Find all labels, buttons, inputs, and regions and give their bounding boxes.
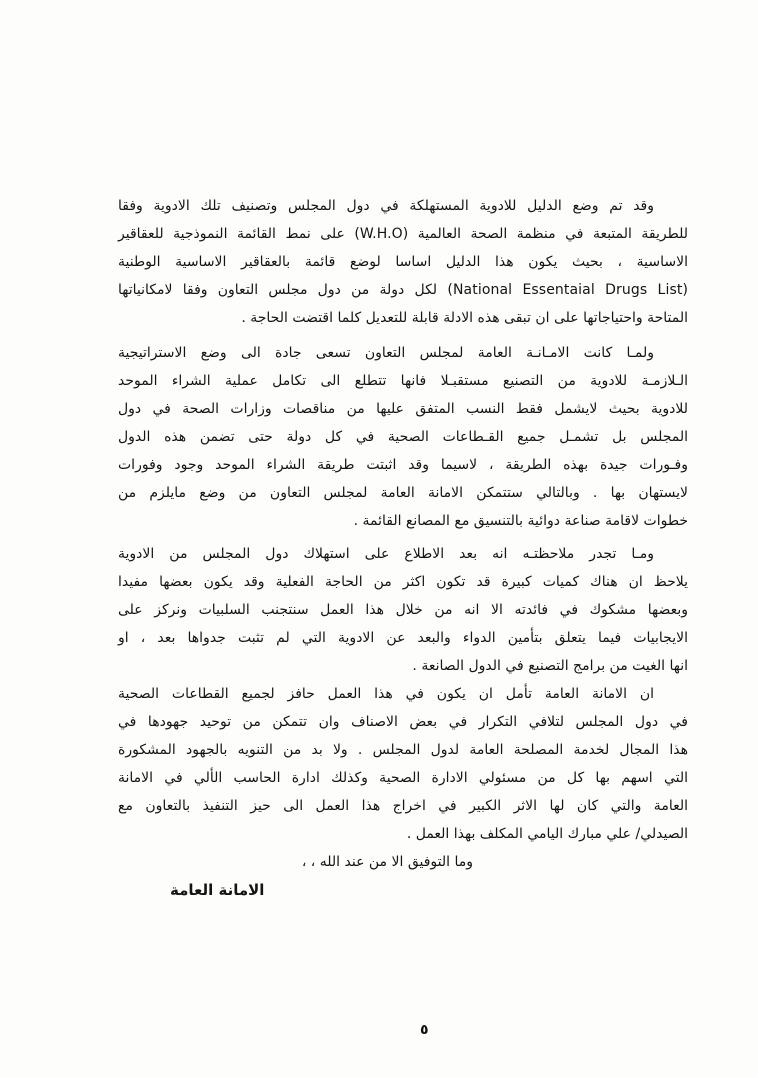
paragraph-line: (National Essentaial Drugs List) لكل دولة من دول مجلس التعاون وفقا لامكانياتها [118, 282, 688, 298]
paragraph-line: المجلس بل تشمـل جميع القـطاعات الصحية في كل دولة حتى تضمن هذه الدول [118, 429, 688, 445]
paragraph-3 [118, 540, 688, 680]
paragraph-line: الايجابيات فيما يتعلق بتأمين الدواء والبعد عن الادوية التي لم تثبت جدواها بعد ، او [118, 630, 688, 646]
paragraph-line: ان الامانة العامة تأمل ان يكون في هذا العمل حافز لجميع القطاعات الصحية [118, 686, 654, 702]
paragraph-2 [118, 339, 688, 535]
paragraph-line: ولمـا كانت الامـانـة العامة لمجلس التعاون تسعى جادة الى وضع الاستراتيجية [118, 345, 654, 361]
paragraph-line: في دول المجلس لتلافي التكرار في بعض الاصناف وان تتمكن من توحيد جهودها في [118, 714, 688, 730]
paragraph-line: المتاحة واحتياجاتها على ان تبقى هذه الادلة قابلة للتعديل كلما اقتضت الحاجة . [241, 310, 688, 326]
paragraph-line: انها الغيت من برامج التصنيع في الدول الصانعة . [412, 658, 688, 674]
paragraph-4 [118, 680, 688, 848]
signature-general-secretariat: الامانة العامة [170, 881, 265, 899]
paragraph-line: الاساسية ، بحيث يكون هذا الدليل اساسا لوضع قائمة بالعقاقير الاساسية الوطنية [118, 254, 688, 270]
paragraph-line: الصيدلي/ علي مبارك اليامي المكلف بهذا العمل . [406, 826, 688, 842]
paragraph-line: ومـا تجدر ملاحظتـه انه بعد الاطلاع على استهلاك دول المجلس من الادوية [118, 546, 654, 562]
paragraph-line: وبعضها مشكوك في فائدته الا انه من خلال هذا العمل سنتجنب السلبيات ونركز على [118, 602, 688, 618]
paragraph-line: التي اسهم بها كل من مسئولي الادارة الصحية وكذلك ادارة الحاسب الألي في الامانة [118, 770, 688, 786]
paragraph-line: وقد تم وضع الدليل للادوية المستهلكة في دول المجلس وتصنيف تلك الادوية وفقا [118, 198, 654, 214]
paragraph-1 [118, 192, 688, 332]
paragraph-line: وفـورات جيدة بهذه الطريقة ، لاسيما وقد اثبتت طريقة الشراء الموحد وجود وفورات [118, 457, 688, 473]
paragraph-line: للطريقة المتبعة في منظمة الصحة العالمية (W.H.O) على نمط القائمة النموذجية للعقاقير [118, 226, 688, 242]
paragraph-line: يلاحظ ان هناك كميات كبيرة قد تكون اكثر من الحاجة الفعلية وقد يكون بعضها مفيدا [118, 574, 688, 590]
closing-invocation-line: وما التوفيق الا من عند الله ، ، [301, 854, 473, 870]
paragraph-line: العامة والتي كان لها الاثر الكبير في اخراج هذا العمل الى حيز التنفيذ بالتعاون مع [118, 798, 688, 814]
document-text-block [118, 192, 688, 904]
paragraph-line: هذا المجال لخدمة المصلحة العامة لدول المجلس . ولا بد من التنويه بالجهود المشكورة [118, 742, 688, 758]
paragraph-line: لايستهان بها . وبالتالي ستتمكن الامانة العامة لمجلس التعاون من وضع مايلزم من [118, 485, 688, 501]
paragraph-line: للادوية بحيث لايشمل فقط النسب المتفق عليها من مناقصات وزارات الصحة في دول [118, 401, 688, 417]
page-number: ٥ [420, 1022, 429, 1038]
paragraph-line: خطوات لاقامة صناعة دوائية بالتنسيق مع المصانع القائمة . [353, 513, 688, 529]
paragraph-line: الـلازمـة للادوية من التصنيع مستقبـلا فانها تتطلع الى تكامل عملية الشراء الموحد [118, 373, 688, 389]
